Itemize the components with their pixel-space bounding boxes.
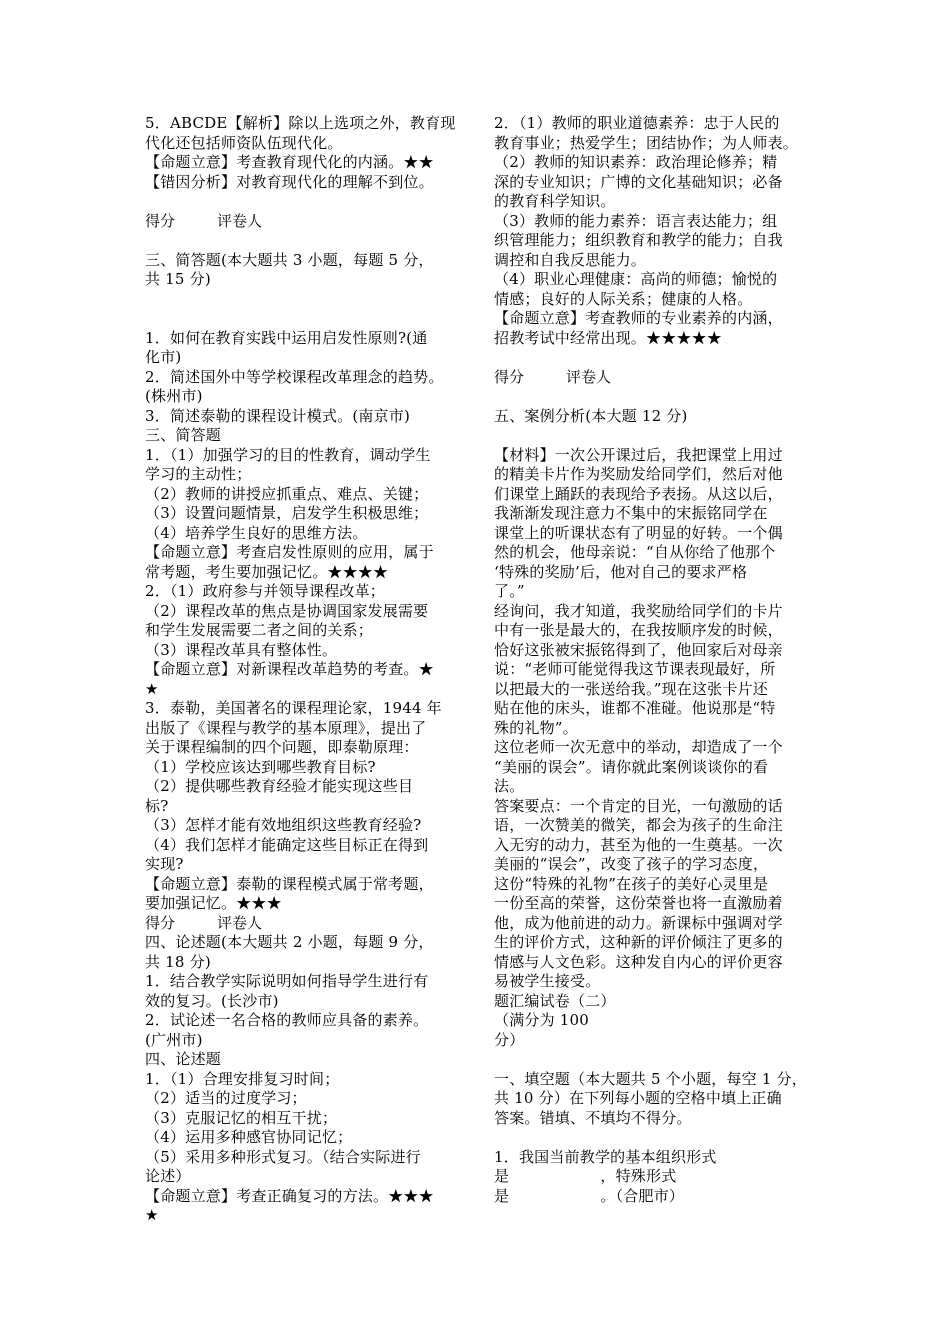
text-line: 常考题，考生要加强记忆。★★★★ [145, 562, 389, 581]
text-line: ★ [145, 679, 159, 698]
text-line: 易被学生接受。 [494, 972, 601, 990]
text-line: 1．（1）合理安排复习时间； [145, 1069, 340, 1088]
text-line: 一份至高的荣誉，这份荣誉也将一直激励着 [494, 894, 783, 912]
text-line: 情感；良好的人际关系；健康的人格。 [494, 289, 753, 308]
text-line: 2．（1）教师的职业道德素养：忠于人民的 [494, 114, 780, 132]
text-line: （4）职业心理健康：高尚的师德；愉悦的 [494, 270, 778, 288]
text-line: 出版了《课程与教学的基本原理》，提出了 [145, 718, 427, 737]
text-line: 美丽的“误会”，改变了孩子的学习态度， [494, 855, 769, 873]
text-line: 了。” [494, 582, 525, 600]
text-line: 恰好这张被宋振铭得到了，他回家后对母亲 [494, 640, 783, 659]
text-line: 1．结合教学实际说明如何指导学生进行有 [145, 972, 429, 990]
text-line: 共 18 分) [145, 952, 211, 971]
text-line: （3）设置问题情景，启发学生积极思维； [145, 504, 429, 522]
grader-label: 评卷人 [217, 913, 263, 932]
text-line: 2．试论述一名合格的教师应具备的素养。 [145, 1011, 429, 1029]
text-line: 教育事业；热爱学生；团结协作；为人师表。 [494, 133, 799, 152]
text-line: 法。 [494, 777, 525, 795]
text-line: ★ [145, 1206, 159, 1224]
text-line: 【命题立意】考查教育现代化的内涵。★★ [145, 153, 434, 171]
text-line: 分） [494, 1030, 525, 1049]
case-analysis-block [494, 446, 812, 1051]
text-line: 这位老师一次无意中的举动，却造成了一个 [494, 738, 783, 756]
text-line: 课堂上的听课状态有了明显的好转。一个偶 [494, 523, 783, 542]
text-line: 共 10 分）在下列每小题的空格中填上正确 [494, 1089, 782, 1107]
text-line: 四、论述题 [145, 1050, 222, 1068]
text-line: 【命题立意】考查教师的专业素养的内涵， [494, 309, 783, 327]
answer-block [494, 114, 812, 348]
text-line: 深的专业知识；广博的文化基础知识；必备 [494, 172, 783, 191]
score-grader-row [145, 212, 463, 232]
text-line: 题汇编试卷（二） [494, 991, 616, 1010]
text-line: 【错因分析】对教育现代化的理解不到位。 [145, 172, 434, 191]
text-line: 要加强记忆。★★★ [145, 894, 282, 912]
text-line: 【命题立意】考查启发性原则的应用，属于 [145, 543, 434, 561]
text-line: 是 。（合肥市） [494, 1186, 685, 1205]
text-line: （2）教师的讲授应抓重点、难点、关键； [145, 484, 429, 503]
text-line: “美丽的误会”。请你就此案例谈谈你的看 [494, 757, 769, 776]
text-line: 关于课程编制的四个问题，即泰勒原理： [145, 738, 419, 756]
section-heading [145, 251, 463, 290]
text-line: 说：“老师可能觉得我这节课表现最好，所 [494, 660, 776, 678]
text-line: 答案要点：一个肯定的目光，一句激励的话 [494, 796, 783, 815]
text-line: 语，一次赞美的微笑，都会为孩子的生命注 [494, 816, 783, 834]
text-line: （满分为 100 [494, 1011, 589, 1029]
text-line: 以把最大的一张送给我。”现在这张卡片还 [494, 679, 768, 698]
question-answer-block [145, 329, 463, 914]
score-label: 得分 [494, 367, 525, 386]
text-line: （4）运用多种感官协同记忆； [145, 1128, 353, 1146]
text-line: 共 15 分) [145, 270, 211, 288]
text-line: 三、简答题(本大题共 3 小题，每题 5 分， [145, 250, 434, 269]
text-line: 化市) [145, 348, 182, 366]
answer-block [145, 114, 463, 192]
text-line: 是 ，特殊形式 [494, 1167, 677, 1185]
text-line: 四、论述题(本大题共 2 小题，每题 9 分， [145, 933, 434, 951]
text-line: 2．简述国外中等学校课程改革理念的趋势。 [145, 367, 444, 386]
text-line: 1．（1）加强学习的目的性教育，调动学生 [145, 445, 431, 464]
text-line: （2）适当的过度学习； [145, 1089, 307, 1107]
text-line: 三、简答题 [145, 426, 222, 444]
text-line: 殊的礼物”。 [494, 718, 578, 737]
text-line: 五、案例分析(本大题 12 分) [494, 406, 688, 425]
text-line: （3）教师的能力素养：语言表达能力；组 [494, 211, 778, 230]
text-line: 们课堂上踊跃的表现给予表扬。从这以后， [494, 484, 783, 503]
text-line: 中有一张是最大的，在我按顺序发的时候， [494, 621, 783, 639]
text-line: 和学生发展需要二者之间的关系； [145, 621, 374, 639]
text-line: (广州市) [145, 1030, 203, 1049]
text-line: 我渐渐发现注意力不集中的宋振铭同学在 [494, 504, 768, 522]
section-heading [494, 407, 812, 427]
text-line: 贴在他的床头，谁都不准碰。他说那是“特 [494, 699, 776, 717]
text-line: （4）培养学生良好的思维方法。 [145, 523, 368, 542]
text-line: 【命题立意】对新课程改革趋势的考查。★ [145, 660, 434, 678]
essay-section-block [145, 933, 463, 1226]
text-line: 2．（1）政府参与并领导课程改革； [145, 582, 385, 600]
text-line: 答案。错填、不填均不得分。 [494, 1108, 692, 1127]
text-line: （3）怎样才能有效地组织这些教育经验? [145, 816, 422, 834]
text-line: 3．泰勒，美国著名的课程理论家，1944 年 [145, 699, 442, 717]
text-line: 他，成为他前进的动力。新课标中强调对学 [494, 913, 783, 932]
text-line: 标? [145, 796, 169, 815]
text-line: 实现? [145, 855, 184, 873]
text-line: （3）课程改革具有整体性。 [145, 640, 338, 659]
fill-blank-question [494, 1148, 812, 1207]
grader-label: 评卷人 [217, 211, 263, 230]
text-line: 这份“特殊的礼物”在孩子的美好心灵里是 [494, 874, 769, 893]
text-line: 论述） [145, 1167, 191, 1185]
text-line: 一、填空题（本大题共 5 个小题，每空 1 分， [494, 1069, 807, 1088]
text-line: （2）课程改革的焦点是协调国家发展需要 [145, 601, 429, 620]
text-line: （2）教师的知识素养：政治理论修养；精 [494, 153, 778, 171]
text-line: ‘特殊的奖励’后，他对自己的要求严格 [494, 562, 748, 581]
text-line: 效的复习。(长沙市) [145, 991, 279, 1010]
text-line: （4）我们怎样才能确定这些目标正在得到 [145, 835, 429, 854]
fill-blank-heading [494, 1070, 812, 1129]
text-line: 【命题立意】考查正确复习的方法。★★★ [145, 1186, 434, 1205]
text-line: 1．如何在教育实践中运用启发性原则?(通 [145, 328, 428, 347]
text-line: 1．我国当前教学的基本组织形式 [494, 1147, 717, 1166]
text-line: 学习的主动性； [145, 465, 252, 483]
text-line: 招教考试中经常出现。★★★★★ [494, 328, 723, 347]
text-line: （3）克服记忆的相互干扰； [145, 1108, 338, 1127]
text-line: 的教育科学知识。 [494, 192, 616, 210]
text-line: 经询问，我才知道，我奖励给同学们的卡片 [494, 601, 783, 620]
text-line: 3．简述泰勒的课程设计模式。(南京市) [145, 406, 411, 425]
grader-label: 评卷人 [566, 367, 612, 386]
text-line: （1）学校应该达到哪些教育目标? [145, 757, 376, 776]
score-grader-row [494, 368, 812, 388]
right-column [494, 114, 812, 1206]
text-line: 的精美卡片作为奖励发给同学们，然后对他 [494, 465, 783, 483]
text-line: 入无穷的动力，甚至为他的一生奠基。一次 [494, 835, 783, 854]
text-line: (株州市) [145, 387, 203, 405]
left-column [145, 114, 463, 1226]
text-line: 情感与人文色彩。这种发自内心的评价更容 [494, 952, 783, 971]
score-grader-row [145, 914, 463, 934]
text-line: （5）采用多种形式复习。（结合实际进行 [145, 1147, 421, 1166]
text-line: 然的机会，他母亲说：“自从你给了他那个 [494, 543, 776, 561]
text-line: 5．ABCDE【解析】除以上选项之外，教育现 [145, 114, 456, 132]
text-line: 【命题立意】泰勒的课程模式属于常考题， [145, 874, 434, 893]
text-line: 生的评价方式，这种新的评价倾注了更多的 [494, 933, 783, 951]
text-line: 代化还包括师资队伍现代化。 [145, 133, 343, 152]
score-label: 得分 [145, 913, 176, 932]
text-line: 织管理能力；组织教育和教学的能力；自我 [494, 231, 783, 249]
score-label: 得分 [145, 211, 176, 230]
text-line: （2）提供哪些教育经验才能实现这些目 [145, 777, 414, 795]
text-line: 调控和自我反思能力。 [494, 250, 647, 269]
text-line: 【材料】一次公开课过后，我把课堂上用过 [494, 445, 783, 464]
